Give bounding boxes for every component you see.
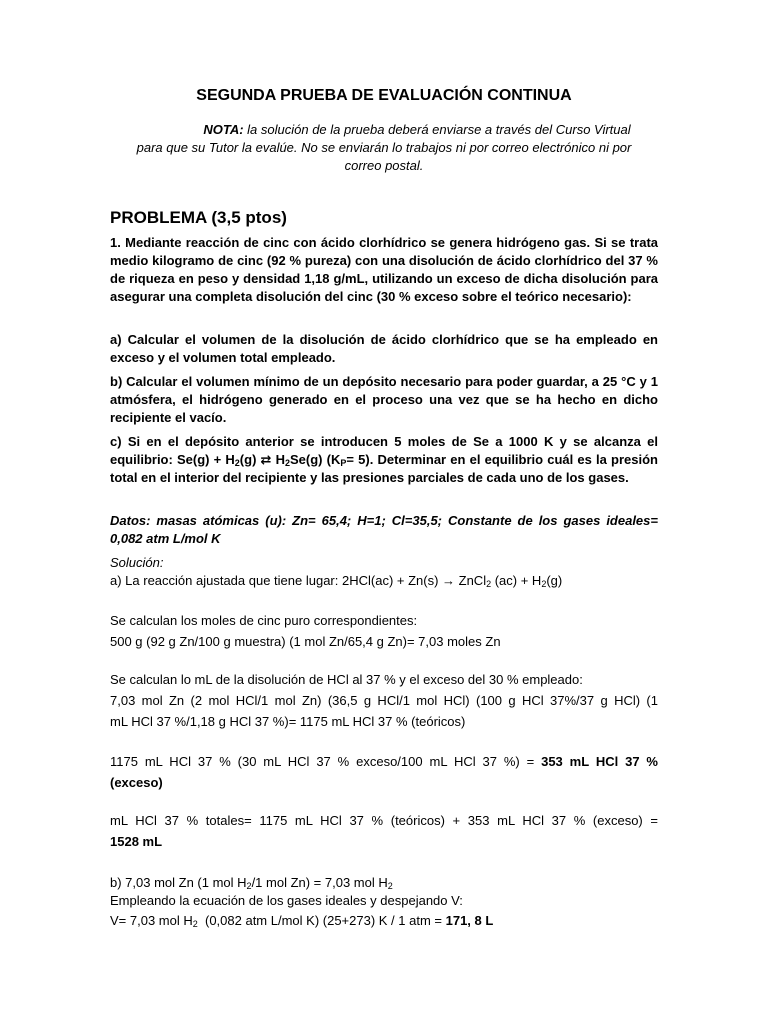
reaction-text-2: (ac) + H [491,573,542,588]
note-line-3: correo postal. [344,158,424,173]
note-line-1: la solución de la prueba deberá enviarse a través del Curso Virtual [243,122,631,137]
excess-calculation [110,753,658,792]
b-text-2: /1 mol Zn) = 7,03 mol H [251,875,388,890]
ideal-gas-intro: Empleando la ecuación de los gases ideales y despejando V: [110,893,463,908]
volume-calculation [110,912,658,930]
b-sub-2: 2 [387,881,393,891]
total-calculation [110,812,658,851]
ml-calculation-line-2: mL HCl 37 %/1,18 g HCl 37 %)= 1175 mL HCl 37 % (teóricos) [110,714,466,729]
moles-calculation: 500 g (92 g Zn/100 g muestra) (1 mol Zn/65,4 g Zn)= 7,03 moles Zn [110,634,501,649]
question-c-text-2: (g) ⇄ H [239,452,285,467]
question-a: a) Calcular el volumen de la disolución de ácido clorhídrico que se ha empleado en exceso y el volumen total empleado. [110,332,658,365]
question-c-text-4: = 5). Determinar en el equilibrio cuál es la presión total en el interior del recipiente y las presiones parciales de cada uno de los gases. [110,452,658,485]
excess-result-label: (exceso) [110,775,163,790]
question-c-sub-1: 2 [234,458,240,468]
total-text: mL HCl 37 % totales= 1175 mL HCl 37 % (teóricos) + 353 mL HCl 37 % (exceso) = [110,813,658,828]
volume-text-2: (0,082 atm L/mol K) (25+273) K / 1 atm = [197,913,446,928]
solution-b-moles [110,874,658,892]
total-result: 1528 mL [110,834,163,849]
note-paragraph [110,121,658,175]
note-label: NOTA: [203,122,244,137]
b-sub-1: 2 [246,881,252,891]
volume-text-1: V= 7,03 mol H [110,913,193,928]
note-line-2: para que su Tutor la evalúe. No se enviarán lo trabajos ni por correo electrónico ni por [136,140,632,155]
page-title: SEGUNDA PRUEBA DE EVALUACIÓN CONTINUA [196,87,572,104]
reaction-sub-1: 2 [486,579,492,589]
ml-calculation [110,692,658,731]
reaction-text-1: a) La reacción ajustada que tiene lugar: 2HCl(ac) + Zn(s) → ZnCl [110,573,487,588]
question-c-text-1: c) Si en el depósito anterior se introducen 5 moles de Se a 1000 K y se alcanza el equilibrio: Se(g) + H [110,434,658,467]
b-text-1: b) 7,03 mol Zn (1 mol H [110,875,247,890]
reaction-text-3: (g) [546,573,563,588]
question-c-sub-2: 2 [285,458,291,468]
problem-data: Datos: masas atómicas (u): Zn= 65,4; H=1; Cl=35,5; Constante de los gases ideales= 0,082 atm L/mol K [110,513,658,546]
ml-intro: Se calculan lo mL de la disolución de HCl al 37 % y el exceso del 30 % empleado: [110,672,583,687]
ml-calculation-line-1: 7,03 mol Zn (2 mol HCl/1 mol Zn) (36,5 g HCl/1 mol HCl) (100 g HCl 37%/37 g HCl) (1 [110,693,658,708]
question-c [110,433,658,487]
moles-intro: Se calculan los moles de cinc puro correspondientes: [110,613,418,628]
question-b: b) Calcular el volumen mínimo de un depósito necesario para poder guardar, a 25 °C y 1 atmósfera, el hidrógeno generado en el proceso una vez que se ha hecho en dicho recipiente el vacío. [110,374,658,425]
solution-label: Solución: [110,555,164,570]
question-c-text-3: Se(g) (K [290,452,341,467]
problem-heading: PROBLEMA (3,5 ptos) [110,208,287,227]
excess-result: 353 mL HCl 37 % [541,754,658,769]
solution-a-reaction [110,572,658,590]
reaction-sub-2: 2 [541,579,547,589]
excess-text: 1175 mL HCl 37 % (30 mL HCl 37 % exceso/100 mL HCl 37 %) = [110,754,542,769]
question-c-sub-3: P [340,458,347,468]
problem-statement-intro: 1. Mediante reacción de cinc con ácido clorhídrico se genera hidrógeno gas. Si se trata medio kilogramo de cinc (92 % pureza) con una disolución de ácido clorhídrico del 37 % de riqueza en peso y densidad 1,18 g/mL, utilizando un exceso de dicha disolución para asegurar una completa disolución del cinc (30 % exceso sobre el teórico necesario): [110,235,658,304]
volume-sub-1: 2 [192,919,198,929]
volume-result: 171, 8 L [445,913,494,928]
